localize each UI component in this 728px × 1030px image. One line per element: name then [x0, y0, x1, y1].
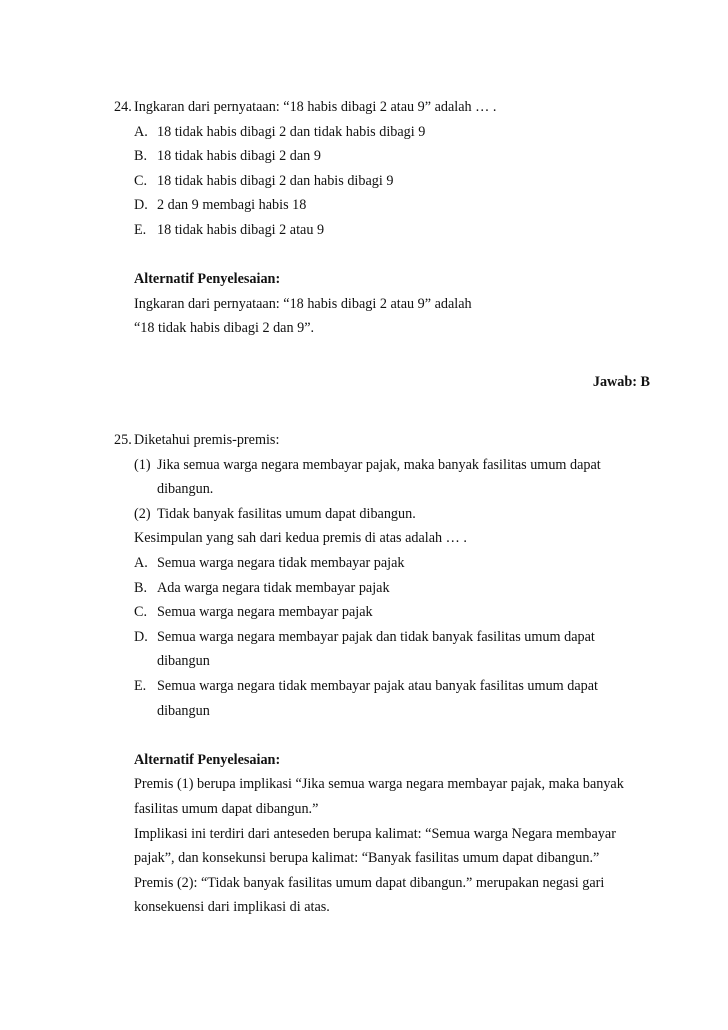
solution-paragraph: Implikasi ini terdiri dari anteseden berupa kalimat: “Semua warga Negara membayar pajak”, dan konsekunsi berupa kalimat: “Banyak fasilitas umum dapat dibangun.” [134, 825, 616, 867]
question-prompt: Kesimpulan yang sah dari kedua premis di atas adalah … . [134, 530, 467, 547]
question-stem [114, 95, 654, 120]
option-b: B. 18 tidak habis dibagi 2 dan 9 [134, 148, 321, 165]
option-b: B. Ada warga negara tidak membayar pajak [134, 579, 390, 596]
option-e: E. 18 tidak habis dibagi 2 atau 9 [134, 221, 325, 238]
question-stem [114, 428, 654, 453]
option-d: D. Semua warga negara membayar pajak dan tidak banyak fasilitas umum dapat dibangun [134, 628, 595, 670]
solution-paragraph: Premis (2): “Tidak banyak fasilitas umum dapat dibangun.” merupakan negasi gari konsekuensi dari implikasi di atas. [134, 874, 605, 916]
solution-heading: Alternatif Penyelesaian: [134, 751, 281, 768]
solution-paragraph: Premis (1) berupa implikasi “Jika semua warga negara membayar pajak, maka banyak fasilitas umum dapat dibangun.” [134, 776, 624, 817]
premise-2: (2) Tidak banyak fasilitas umum dapat dibangun. [134, 505, 416, 522]
option-a: A. 18 tidak habis dibagi 2 dan tidak habis dibagi 9 [134, 123, 426, 140]
option-c: C. 18 tidak habis dibagi 2 dan habis dibagi 9 [134, 172, 394, 189]
question-text: Ingkaran dari pernyataan: “18 habis dibagi 2 atau 9” adalah … . [134, 99, 497, 115]
question-text: Diketahui premis-premis: [134, 432, 280, 448]
solution-line: “18 tidak habis dibagi 2 dan 9”. [134, 320, 315, 337]
solution-heading: Alternatif Penyelesaian: [134, 271, 281, 288]
answer-key: Jawab: B [592, 373, 650, 390]
question-25 [114, 428, 654, 920]
question-number: 25. [114, 432, 132, 448]
option-e: E. Semua warga negara tidak membayar pajak atau banyak fasilitas umum dapat dibangun [134, 677, 598, 719]
option-a: A. Semua warga negara tidak membayar pajak [134, 554, 405, 571]
question-number: 24. [114, 99, 132, 115]
premise-1: (1) Jika semua warga negara membayar pajak, maka banyak fasilitas umum dapat dibangun. [134, 456, 601, 498]
option-c: C. Semua warga negara membayar pajak [134, 604, 373, 621]
question-24 [114, 95, 654, 394]
solution-line: Ingkaran dari pernyataan: “18 habis dibagi 2 atau 9” adalah [134, 295, 472, 312]
option-d: D. 2 dan 9 membagi habis 18 [134, 197, 307, 214]
